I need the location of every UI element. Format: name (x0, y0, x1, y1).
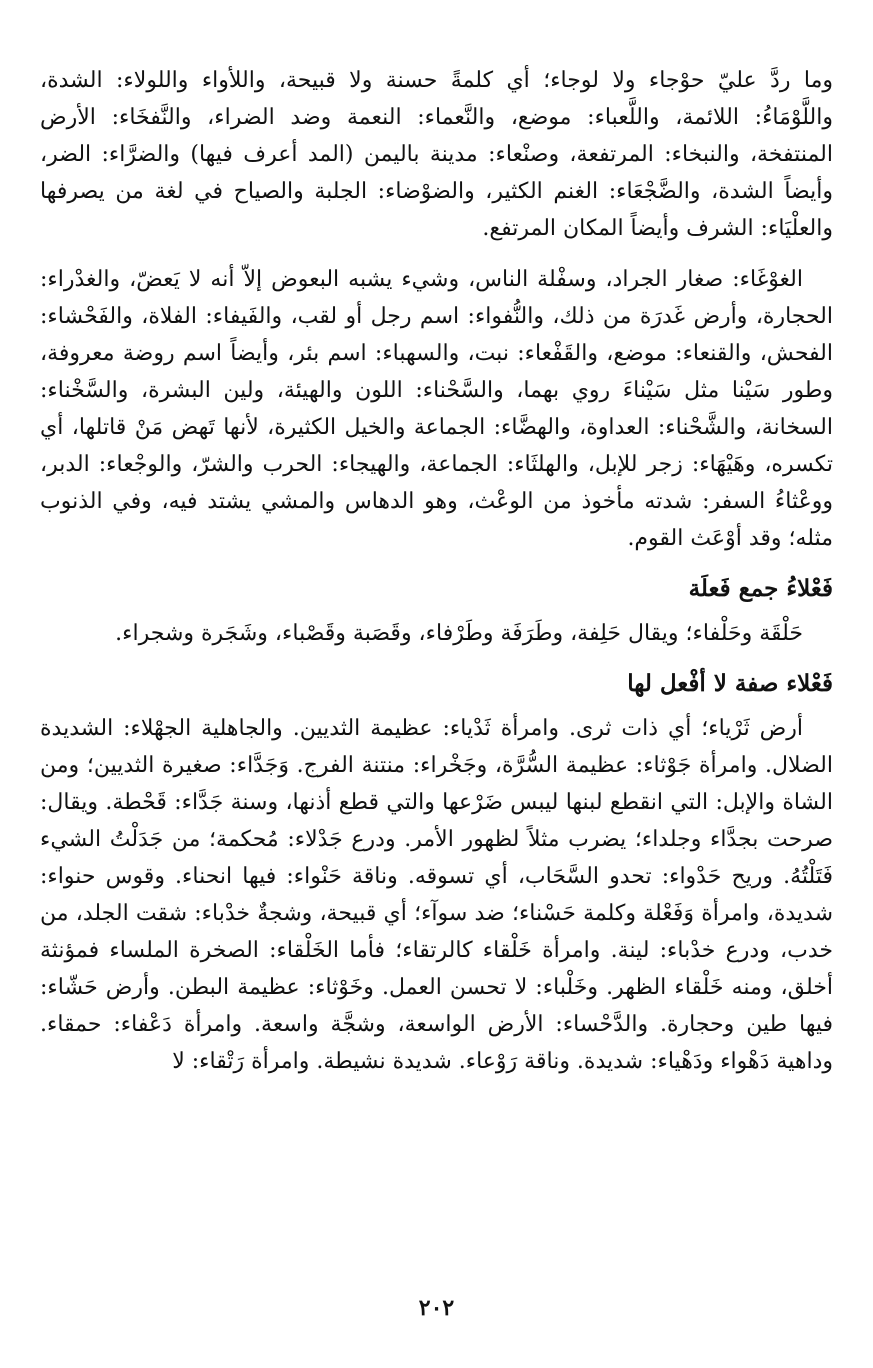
book-page (40, 62, 833, 1080)
paragraph-2: الغوْغَاء: صغار الجراد، وسفْلة الناس، وشيء يشبه البعوض إلاّ أنه لا يَعضّ، والغدْراء: الحجارة، وأرض غَدرَة من ذلك، والنُّفواء: اسم رجل أو لقب، والفَيفاء: الفلاة، والفَحْشاء: الفحش، والقنعاء: موضع، والقَفْعاء: نبت، والسهباء: اسم بئر، وأيضاً اسم روضة معروفة، وطور سَيْنا مثل سَيْناءَ روي بهما، والسَّحْناء: اللون والهيئة، ولين البشرة، والسَّخْناء: السخانة، والشَّحْناء: العداوة، والهضَّاء: الجماعة والخيل الكثيرة، لأنها تَهض مَنْ قاتلها، أي تكسره، وهَيْهَاء: زجر للإبل، والهلثَاء: الجماعة، والهيجاء: الحرب والشرّ، والوجْعاء: الدبر، ووعْثاءُ السفر: شدته مأخوذ من الوعْث، وهو الدهاس والمشي يشتد فيه، وفي الذنوب مثله؛ وقد أوْعَث القوم. (40, 267, 833, 551)
paragraph-3: حَلْقَة وحَلْفاء؛ ويقال حَلِفة، وطَرَفَة وطَرْفاء، وقَصَبة وقَصْباء، وشَجَرة وشجراء. (115, 621, 803, 646)
paragraph-1: وما ردَّ عليّ حوْجاء ولا لوجاء؛ أي كلمةً حسنة ولا قبيحة، واللأواء واللولاء: الشدة، واللَّوْمَاءُ: اللائمة، واللَّعباء: موضع، والنَّعماء: النعمة وضد الضراء، والنَّفخَاء: الأرض المنتفخة، والنبخاء: المرتفعة، وصنْعاء: مدينة باليمن (المد أعرف فيها) والضرَّاء: الضر، وأيضاً الشدة، والضَّجْعَاء: الغنم الكثير، والضوْضاء: الجلبة والصياح في لغة من يصرفها والعلْيَاء: الشرف وأيضاً المكان المرتفع. (40, 68, 833, 241)
paragraph-4: أرض ثَرْياء؛ أي ذات ثرى. وامرأة ثَدْياء: عظيمة الثديين. والجاهلية الجهْلاء: الشديدة الضلال. وامرأة جَوْثاء: عظيمة السُّرَّة، وجَخْراء: منتنة الفرج. وَجَدَّاء: صغيرة الثديين؛ ومن الشاة والإبل: التي انقطع لبنها ليبس ضَرْعها والتي قطع أذنها، وسنة جَدَّاء: قَحْطة. ويقال: صرحت بجدَّاء وجلداء؛ يضرب مثلاً لظهور الأمر. ودرع جَدْلاء: مُحكمة؛ من جَدَلْتُ الشيء فَتَلْتُهُ. وريح حَدْواء: تحدو السَّحَاب، أي تسوقه. وناقة حَنْواء: فيها انحناء. وقوس حنواء: شديدة، وامرأة وَفَعْلة وكلمة حَسْناء؛ ضد سوآء؛ أي قبيحة، وشجةٌ خدْباء: شقت الجلد، من خدب، ودرع خدْباء: لينة. وامرأة خَلْقاء كالرتقاء؛ فأما الخَلْقاء: الصخرة الملساء فمؤنثة أخلق، ومنه خَلْقاء الظهر. وخَلْباء: لا تحسن العمل. وخَوْثاء: عظيمة البطن. وأرض حَشّاء: فيها طين وحجارة. والدَّحْساء: الأرض الواسعة، وشجَّة واسعة. وامرأة دَعْفاء: حمقاء. وداهية دَهْواء ودَهْياء: شديدة. وناقة رَوْعاء. شديدة نشيطة. وامرأة رَتْقاء: لا (40, 716, 833, 1074)
section-heading-1: فَعْلاءُ جمع فَعلَة (688, 575, 833, 602)
page-number: ٢٠٢ (418, 1295, 455, 1321)
section-heading-2: فَعْلاء صفة لا أفْعل لها (627, 670, 833, 697)
